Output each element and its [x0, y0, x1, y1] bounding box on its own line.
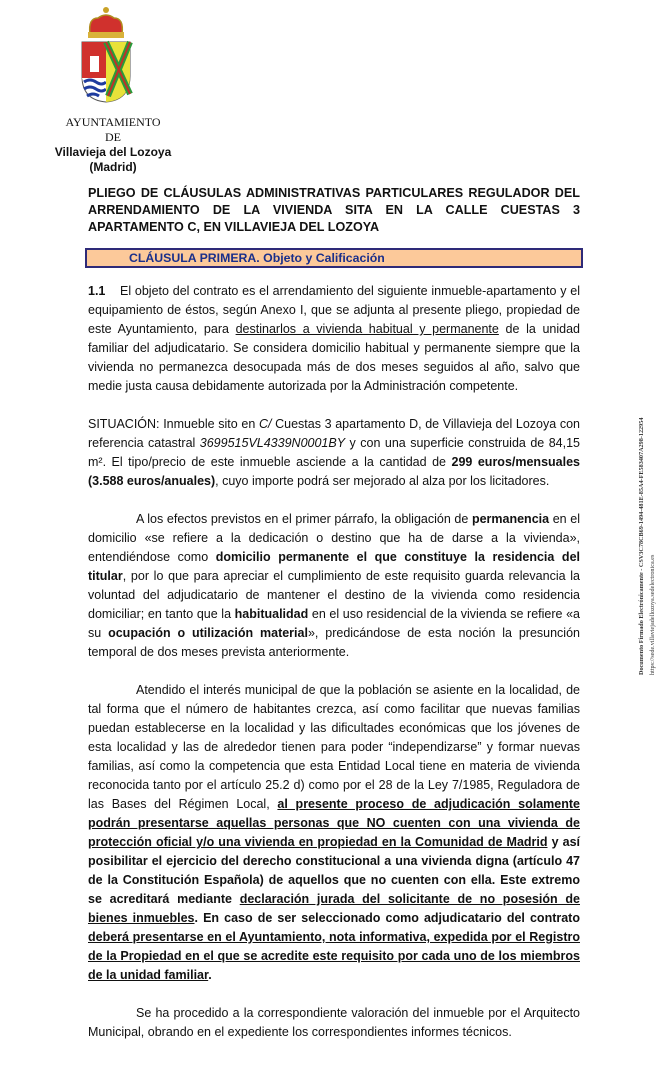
paragraph-permanencia — [88, 510, 580, 662]
section-heading-box — [85, 248, 583, 268]
clause-number: 1.1 — [88, 284, 106, 298]
text-segment: 299 euros/mensuales (3.588 euros/anuales) — [88, 455, 580, 488]
text-segment: , por lo que para apreciar el cumplimiento de este requisito guarda relevancia la voluntad del adjudicatario de mantener el destino de la vivienda como residencia domiciliar; en tanto que la — [88, 569, 580, 621]
text-segment: y con una superficie construida de 84,15 m². El tipo/precio de este inmueble asciende a la cantidad de — [88, 436, 580, 469]
paragraph-interes-municipal — [88, 681, 580, 985]
text-segment: ocupación o utilización material — [108, 626, 308, 640]
electronic-signature-stamp — [630, 370, 660, 680]
text-segment: al presente proceso de adjudicación solamente podrán presentarse aquellas personas que NO cuenten con una vivienda de protección oficial y/o una vivienda en propiedad en la Comunidad de Madrid — [88, 797, 580, 849]
section-heading: CLÁUSULA PRIMERA. Objeto y Calificación — [129, 251, 385, 265]
text-segment: Atendido el interés municipal de que la población se asiente en la localidad, de tal forma que el número de habitantes crezca, así como facilitar que nuevas familias puedan establecerse en la localidad y las dificultades económicas que los jóvenes de esta localidad y las de alrededor tienen para poder “independizarse” y formar nuevas familias, así como la competencia que esta Entidad Local tiene en materia de vivienda reconocida tanto por el artículo 25.2 d) como por el 28 de la Ley 7/1985, Reguladora de las Bases del Régimen Local, — [88, 683, 580, 811]
text-segment: habitualidad — [234, 607, 309, 621]
text-segment: Cuestas 3 apartamento D, de Villavieja del Lozoya con referencia catastral — [88, 417, 581, 450]
text-segment: El objeto del contrato es el arrendamiento del siguiente inmueble-apartamento y el equipamiento de éstos, según Anexo I, que se adjunta al presente pliego, propiedad de este Ayuntamiento, para — [88, 284, 580, 336]
text-segment: Se ha procedido a la correspondiente valoración del inmueble por el Arquitecto Municipal, obrando en el expediente los correspondientes informes técnicos. — [88, 1006, 580, 1039]
text-segment: SITUACIÓN: Inmueble sito en — [88, 417, 259, 431]
text-segment: deberá presentarse en el Ayuntamiento, nota informativa, expedida por el Registro de la Propiedad en el que se acredite este requisito por cada uno de los miembros de la unidad familiar — [88, 930, 580, 982]
text-segment: destinarlos a vivienda habitual y permanente — [235, 322, 499, 336]
org-line-3: Villavieja del Lozoya — [54, 145, 172, 159]
signature-csv: Documento Firmado Electrónicamente - CSV3C78CB69-1494-481E-85A4-FE583407A298-122954 — [638, 417, 645, 675]
document-body — [88, 0, 580, 1071]
text-segment: en el uso residencial de la vivienda se refiere «a su — [88, 607, 580, 640]
text-segment: de la unidad familiar del adjudicatario. Se considera domicilio habitual y permanente siempre que la vivienda no permanezca desocupada más de dos meses seguidos al año, salvo que medie justa causa debidamente autorizada por la Administración competente. — [88, 322, 580, 393]
org-line-1: AYUNTAMIENTO — [65, 115, 161, 129]
text-segment: . En caso de ser seleccionado como adjudicatario del contrato — [194, 911, 580, 925]
org-line-2: DE — [105, 130, 121, 144]
text-segment: A los efectos previstos en el primer párrafo, la obligación de — [136, 512, 472, 526]
text-segment: . — [208, 968, 212, 982]
org-line-4: (Madrid) — [89, 160, 137, 174]
text-segment: domicilio permanente el que constituye la residencia del titular — [88, 550, 580, 583]
text-segment: y así posibilitar el ejercicio del derecho constitucional a una vivienda digna (artículo 47 de la Constitución Española) de aquellos que no cuenten con ella. Este extremo se acreditará mediante — [88, 835, 580, 906]
paragraph-situacion — [88, 415, 580, 491]
paragraph-1 — [88, 282, 580, 396]
text-segment: declaración jurada del solicitante de no posesión de bienes inmuebles — [88, 892, 580, 925]
document-title: PLIEGO DE CLÁUSULAS ADMINISTRATIVAS PARTICULARES REGULADOR DEL ARRENDAMIENTO DE LA VIVIENDA SITA EN LA CALLE CUESTAS 3 APARTAMENTO C, EN VILLAVIEJA DEL LOZOYA — [88, 186, 580, 234]
signature-url[interactable]: https://sede.villaviejadellozoya.sedelectronica.es — [649, 554, 656, 675]
text-segment: C/ — [258, 417, 272, 431]
text-segment: permanencia — [471, 512, 550, 526]
paragraph-valoracion — [88, 1004, 580, 1042]
text-segment: », predicándose de esta noción la presunción temporal de dos meses prevista anteriormente. — [88, 626, 580, 659]
text-segment: 3699515VL4339N0001BY — [199, 436, 346, 450]
text-segment: , cuyo importe podrá ser mejorado al alza por los licitadores. — [215, 474, 550, 488]
text-segment: en el domicilio «se refiere a la dedicación o destino que ha de darse a la vivienda», entendiéndose como — [88, 512, 580, 564]
